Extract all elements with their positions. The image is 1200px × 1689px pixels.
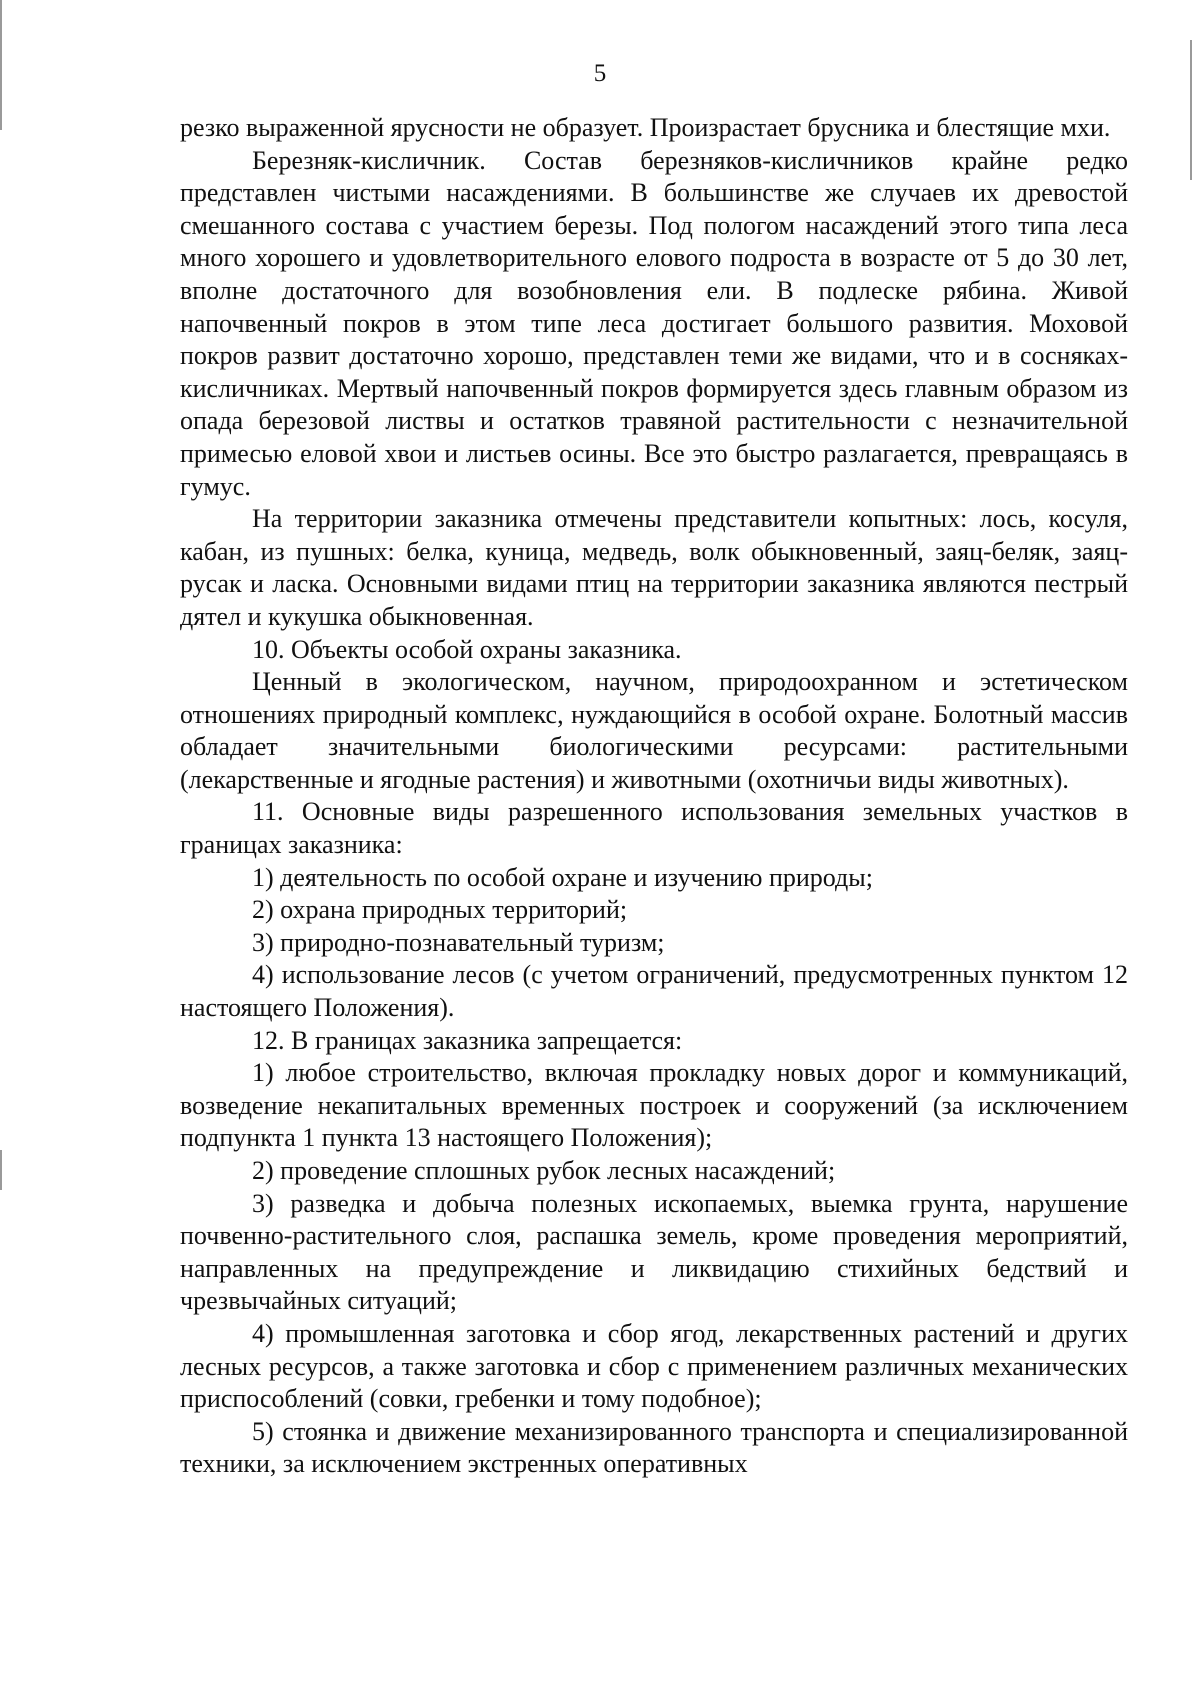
list-item-11-2: 2) охрана природных территорий; (252, 895, 628, 925)
section-10-heading: 10. Объекты особой охраны заказника. (252, 634, 682, 664)
body-text (180, 112, 1128, 1481)
section-11-heading: 11. Основные виды разрешенного использования земельных участков в границах заказника: (180, 797, 1128, 860)
page-number: 5 (593, 60, 607, 87)
list-item-12-4: 4) промышленная заготовка и сбор ягод, лекарственных растений и других лесных ресурсов, а также заготовка и сбор с применением различных механических приспособлений (совки, гребенки и тому подобное); (180, 1318, 1128, 1414)
list-item-12-1: 1) любое строительство, включая прокладку новых дорог и коммуникаций, возведение некапитальных временных построек и сооружений (за исключением подпункта 1 пункта 13 настоящего Положения); (180, 1058, 1128, 1153)
paragraph-5: Ценный в экологическом, научном, природоохранном и эстетическом отношениях природный комплекс, нуждающийся в особой охране. Болотный массив обладает значительными биологическими ресурсами: растительными (лекарственные и ягодные растения) и животными (охотничьи виды животных). (180, 667, 1128, 794)
paragraph-1: резко выраженной ярусности не образует. Произрастает брусника и блестящие мхи. (180, 113, 1111, 142)
section-12-heading: 12. В границах заказника запрещается: (252, 1025, 683, 1055)
list-item-11-3: 3) природно-познавательный туризм; (252, 927, 665, 957)
paragraph-3: На территории заказника отмечены представители копытных: лось, косуля, кабан, из пушных: белка, куница, медведь, волк обыкновенный, заяц-беляк, заяц-русак и ласка. Основными видами птиц на территории заказника являются пестрый дятел и кукушка обыкновенная. (180, 504, 1128, 631)
list-item-12-3: 3) разведка и добыча полезных ископаемых, выемка грунта, нарушение почвенно-растительного слоя, распашка земель, кроме проведения мероприятий, направленных на предупреждение и ликвидацию стихийных бедствий и чрезвычайных ситуаций; (180, 1188, 1128, 1316)
scan-edge-mark-left (0, 1150, 2, 1190)
paragraph-2: Березняк-кисличник. Состав березняков-кисличников крайне редко представлен чистыми насаждениями. В большинстве же случаев их древостой смешанного состава с участием березы. Под пологом насаждений этого типа леса много хорошего и удовлетворительного елового подроста в возрасте от 5 до 30 лет, вполне достаточного для возобновления ели. В подлеске рябина. Живой напочвенный покров в этом типе леса достигает большого развития. Моховой покров развит достаточно хорошо, представлен теми же видами, что и в сосняках-кисличниках. Мертвый напочвенный покров формируется здесь главным образом из опада березовой листвы и остатков травяной растительности с незначительной примесью еловой хвои и листьев осины. Все это быстро разлагается, превращаясь в гумус. (180, 145, 1128, 501)
list-item-12-2: 2) проведение сплошных рубок лесных насаждений; (252, 1156, 836, 1185)
list-item-11-4: 4) использование лесов (с учетом ограничений, предусмотренных пунктом 12 настоящего Положения). (180, 960, 1128, 1023)
list-item-12-5: 5) стоянка и движение механизированного транспорта и специализированной техники, за исключением экстренных оперативных (180, 1416, 1128, 1479)
list-item-11-1: 1) деятельность по особой охране и изучению природы; (252, 862, 873, 892)
